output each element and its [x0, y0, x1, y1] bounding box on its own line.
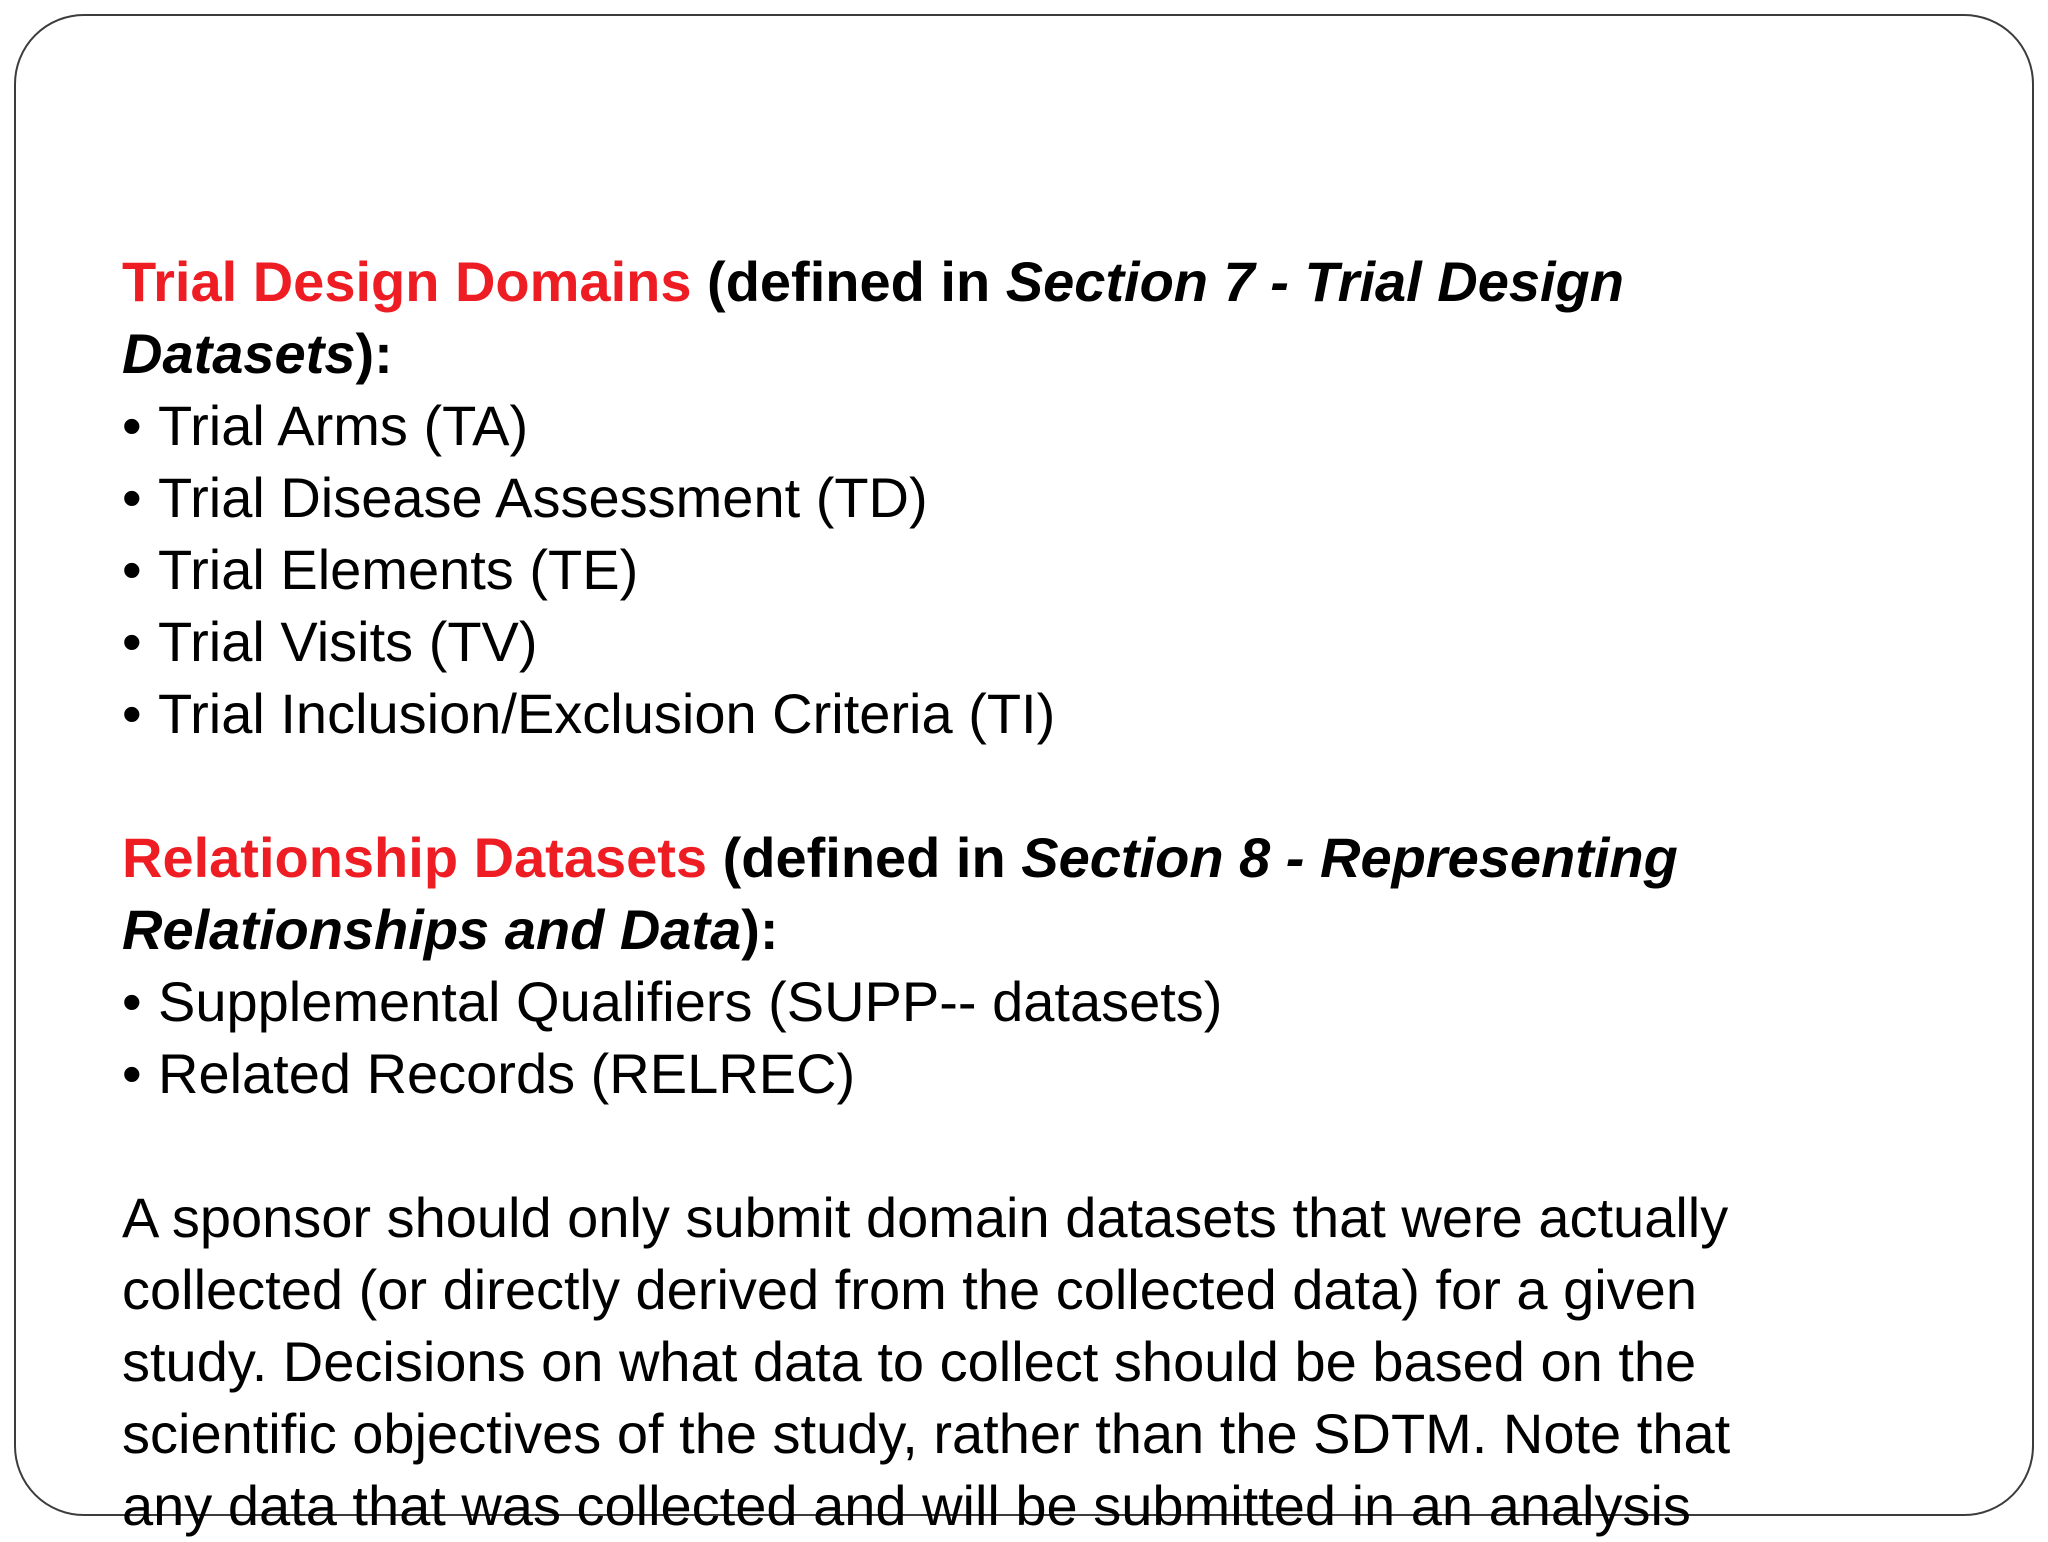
slide-content	[122, 246, 1882, 1542]
list-item-text: Related Records (RELREC)	[158, 1042, 856, 1105]
body-paragraph	[122, 1182, 1882, 1542]
trial-design-heading-accent: Trial Design Domains	[122, 250, 692, 313]
list-item	[122, 966, 1882, 1038]
bullet-icon: •	[122, 466, 142, 529]
slide-frame	[14, 14, 2034, 1537]
trial-design-heading-mid: (defined in	[691, 250, 1006, 313]
relationship-list	[122, 966, 1882, 1110]
list-item	[122, 390, 1882, 462]
list-item	[122, 462, 1882, 534]
trial-design-heading-section: Section 7 - Trial Design	[1005, 250, 1624, 313]
paragraph-line: any data that was collected and will be submitted in an analysis	[122, 1474, 1691, 1537]
bullet-icon: •	[122, 538, 142, 601]
trial-design-heading-end: ):	[355, 322, 393, 385]
relationship-heading-accent: Relationship Datasets	[122, 826, 708, 889]
bullet-icon: •	[122, 610, 142, 673]
paragraph-line: A sponsor should only submit domain datasets that were actually	[122, 1186, 1729, 1249]
bullet-icon: •	[122, 970, 142, 1033]
relationship-heading	[122, 822, 1882, 966]
list-item-text: Trial Visits (TV)	[158, 610, 538, 673]
paragraph-line: scientific objectives of the study, rather than the SDTM. Note that	[122, 1402, 1731, 1465]
list-item-text: Trial Inclusion/Exclusion Criteria (TI)	[158, 682, 1056, 745]
list-item-text: Trial Disease Assessment (TD)	[158, 466, 928, 529]
list-item	[122, 606, 1882, 678]
list-item	[122, 678, 1882, 750]
paragraph-line: collected (or directly derived from the collected data) for a given	[122, 1258, 1697, 1321]
list-item	[122, 534, 1882, 606]
list-item-text: Trial Elements (TE)	[158, 538, 639, 601]
relationship-heading-section: Section 8 - Representing	[1021, 826, 1678, 889]
list-item	[122, 1038, 1882, 1110]
trial-design-heading	[122, 246, 1882, 390]
relationship-heading-mid: (defined in	[707, 826, 1022, 889]
trial-design-list	[122, 390, 1882, 750]
trial-design-heading-datasets: Datasets	[122, 322, 356, 385]
bullet-icon: •	[122, 1042, 142, 1105]
relationship-heading-end: ):	[741, 898, 779, 961]
spacer	[122, 1110, 1882, 1182]
relationship-heading-datasets: Relationships and Data	[122, 898, 742, 961]
list-item-text: Trial Arms (TA)	[158, 394, 529, 457]
bullet-icon: •	[122, 394, 142, 457]
paragraph-line: study. Decisions on what data to collect should be based on the	[122, 1330, 1697, 1393]
list-item-text: Supplemental Qualifiers (SUPP-- datasets)	[158, 970, 1223, 1033]
bullet-icon: •	[122, 682, 142, 745]
spacer	[122, 750, 1882, 822]
